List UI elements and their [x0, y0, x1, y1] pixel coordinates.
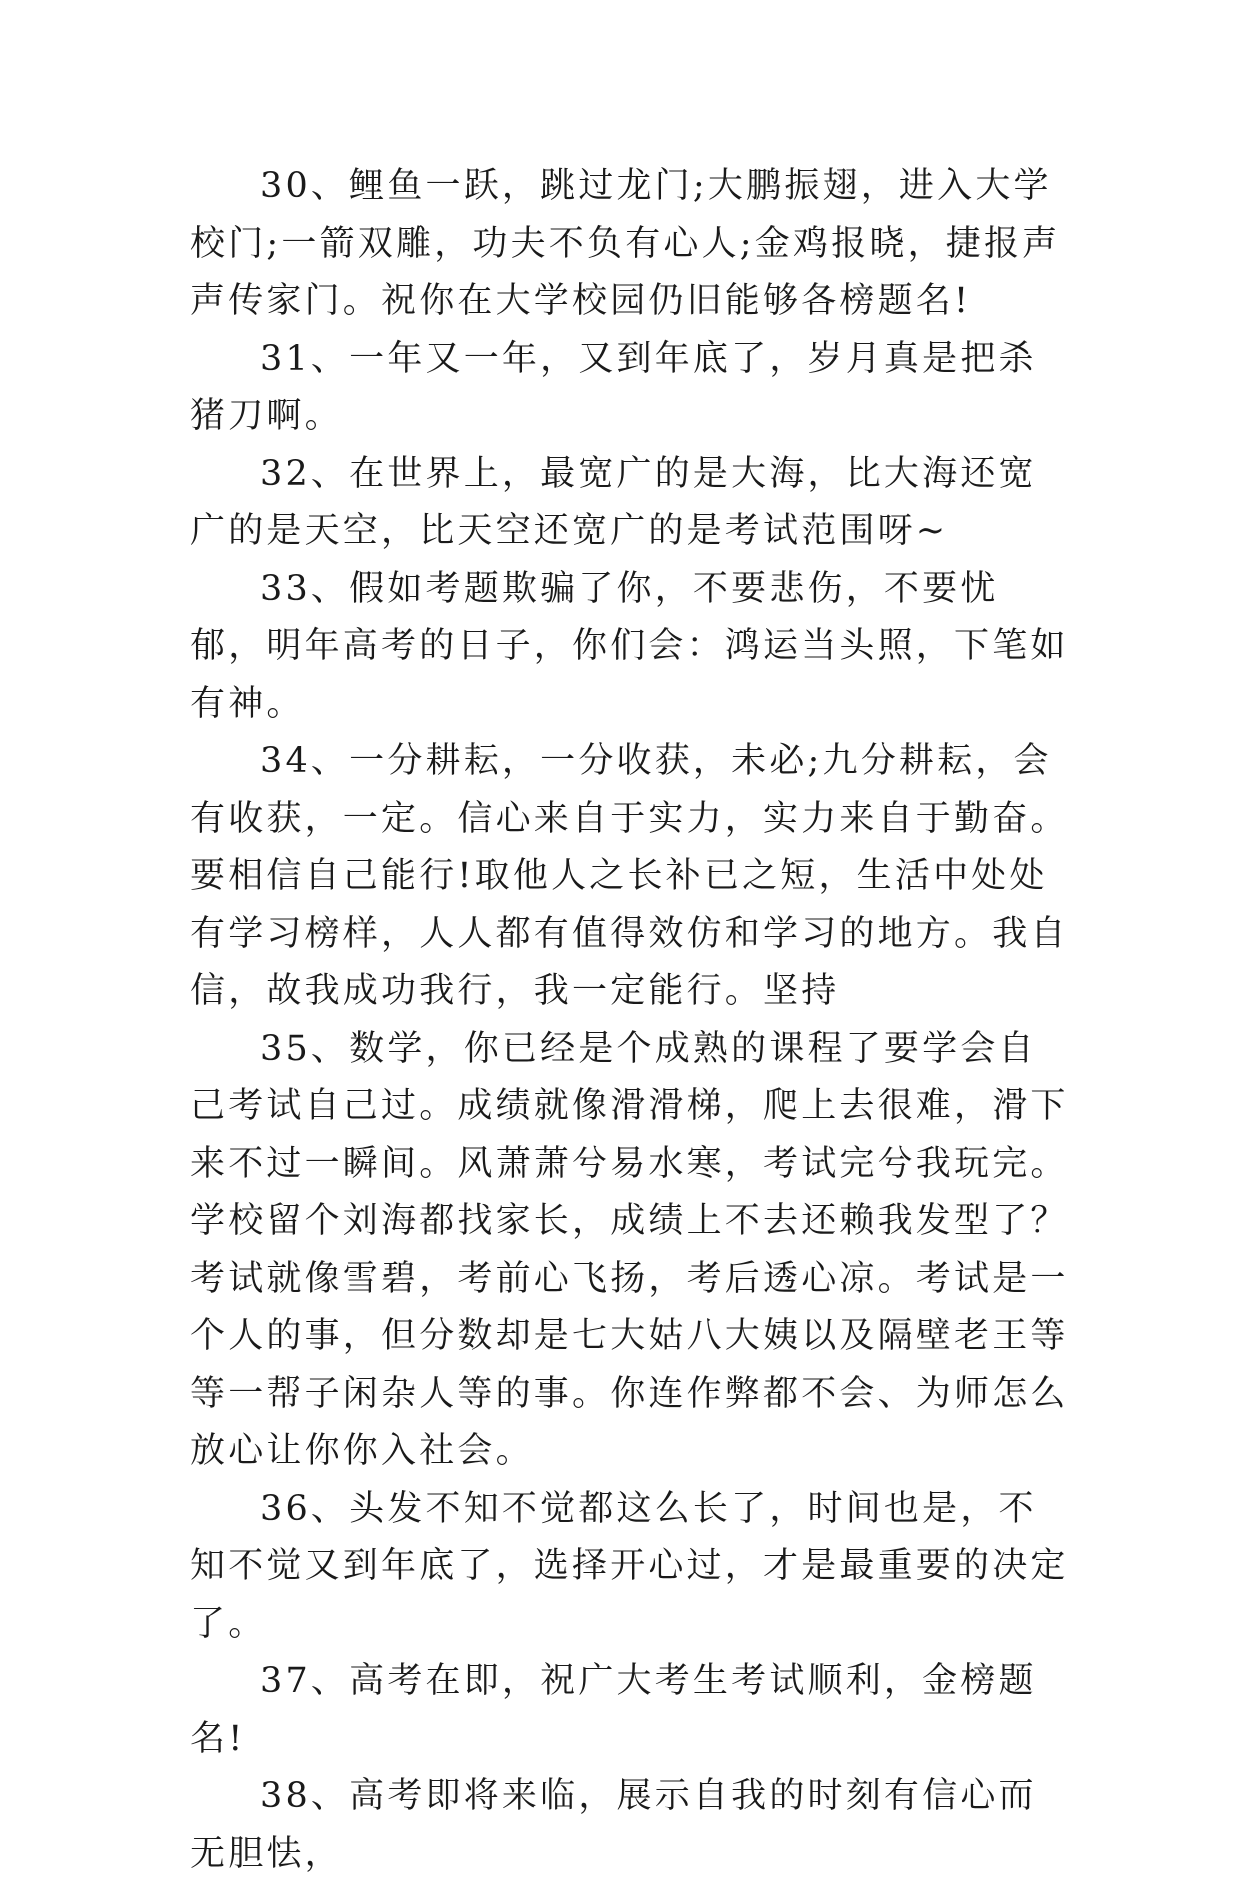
paragraph-34: 34、一分耕耘，一分收获，未必;九分耕耘，会有收获，一定。信心来自于实力，实力来自于勤奋。要相信自己能行!取他人之长补已之短，生活中处处有学习榜样，人人都有值得效仿和学习的地方。我自信，故我成功我行，我一定能行。坚持: [190, 741, 1069, 1011]
paragraph-31: 31、一年又一年，又到年底了，岁月真是把杀猪刀啊。: [190, 338, 1037, 436]
paragraph-32: 32、在世界上，最宽广的是大海，比大海还宽广的是天空，比天空还宽广的是考试范围呀~: [190, 453, 1037, 551]
paragraph-35: 35、数学，你已经是个成熟的课程了要学会自己考试自己过。成绩就像滑滑梯，爬上去很难，滑下来不过一瞬间。风萧萧兮易水寒，考试完兮我玩完。学校留个刘海都找家长，成绩上不去还赖我发型了？考试就像雪碧，考前心飞扬，考后透心凉。考试是一个人的事，但分数却是七大姑八大姨以及隔壁老王等等一帮子闲杂人等的事。你连作弊都不会、为师怎么放心让你你入社会。: [190, 1028, 1069, 1471]
paragraph-30: 30、鲤鱼一跃，跳过龙门;大鹏振翅，进入大学校门;一箭双雕，功夫不负有心人;金鸡报晓，捷报声声传家门。祝你在大学校园仍旧能够各榜题名!: [190, 166, 1061, 321]
document-body: [190, 158, 1070, 1883]
paragraph-37: 37、高考在即，祝广大考生考试顺利，金榜题名!: [190, 1661, 1037, 1759]
paragraph-33: 33、假如考题欺骗了你，不要悲伤，不要忧郁，明年高考的日子，你们会：鸿运当头照，下笔如有神。: [190, 568, 1069, 724]
paragraph-38: 38、高考即将来临，展示自我的时刻有信心而无胆怯，: [190, 1776, 1037, 1874]
paragraph-36: 36、头发不知不觉都这么长了，时间也是，不知不觉又到年底了，选择开心过，才是最重要的决定了。: [190, 1488, 1069, 1644]
